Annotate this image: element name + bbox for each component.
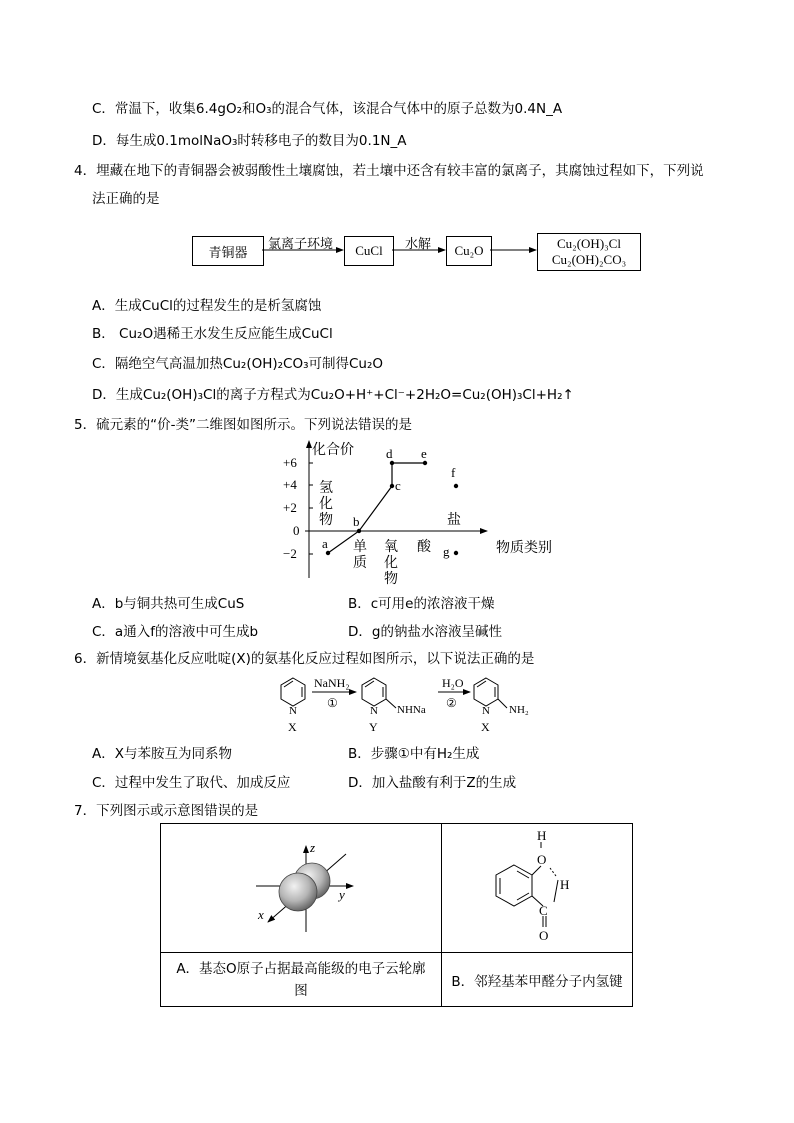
q5-option-d: D．g的钠盐水溶液呈碱性 — [348, 624, 502, 640]
cat-oxide-1: 氧 — [384, 540, 398, 555]
q4-option-b: B． Cu₂O遇稀王水发生反应能生成CuCl — [92, 326, 333, 342]
atom-h-bonded: H — [560, 877, 570, 892]
q3-option-d: D．每生成0.1molNaO₃时转移电子的数目为0.1N_A — [92, 133, 407, 149]
p-orbital-figure — [161, 824, 441, 952]
axis-x-label: x — [258, 907, 264, 922]
pyridine-z — [474, 678, 507, 708]
q4-option-c: C．隔绝空气高温加热Cu₂(OH)₂CO₃可制得Cu₂O — [92, 356, 384, 372]
cat-hydride-3: 物 — [319, 513, 333, 528]
chart-line-a-b-c — [328, 463, 392, 553]
label-e: e — [421, 446, 427, 461]
cat-oxide-3: 物 — [384, 572, 398, 587]
substituent-nhna: NHNa — [397, 704, 426, 716]
q6-stem: 6．新情境氨基化反应吡啶(X)的氨基化反应过程如图所示，以下说法正确的是 — [74, 651, 535, 667]
point-b — [357, 529, 361, 533]
cat-element-2: 质 — [353, 556, 367, 571]
y-tick-minus2: −2 — [283, 546, 297, 561]
y-tick-plus4: +4 — [283, 477, 297, 492]
label-a: a — [322, 536, 328, 551]
reagent-h2o: H₂O — [442, 676, 464, 690]
point-g — [454, 551, 458, 555]
q6-option-a: A．X与苯胺互为同系物 — [92, 746, 232, 762]
flow-box-cu2o: Cu₂O — [446, 236, 492, 266]
cat-acid: 酸 — [417, 540, 431, 555]
label-d: d — [386, 446, 393, 461]
axis-z-label: z — [310, 840, 316, 855]
salicylaldehyde-figure — [442, 824, 632, 952]
y-tick-plus6: +6 — [283, 455, 297, 470]
compound-label-x: X — [288, 720, 297, 734]
reagent-nanh2: NaNH₂ — [314, 676, 350, 690]
caption-a-line1: A．基态O原子占据最高能级的电子云轮廓 — [176, 960, 426, 977]
axis-y-label: y — [339, 887, 345, 902]
q4-option-d: D．生成Cu₂(OH)₃Cl的离子方程式为Cu₂O+H⁺+Cl⁻+2H₂O=Cu₂(OH)₃Cl+H₂↑ — [92, 387, 574, 403]
atom-h-hydroxyl: H — [537, 828, 547, 843]
point-f — [454, 484, 458, 488]
compound-label-y: Y — [369, 720, 378, 734]
label-c: c — [395, 478, 401, 493]
cat-salt: 盐 — [447, 513, 461, 528]
q6-option-c: C．过程中发生了取代、加成反应 — [92, 775, 291, 791]
cat-oxide-2: 化 — [384, 556, 398, 571]
point-c — [390, 484, 394, 488]
q4-option-a: A．生成CuCl的过程发生的是析氢腐蚀 — [92, 298, 322, 314]
flow-arrows — [0, 0, 794, 300]
substituent-nh2: NH₂ — [509, 704, 529, 716]
q3-option-c: C．常温下，收集6.4gO₂和O₃的混合气体，该混合气体中的原子总数为0.4N_A — [92, 101, 563, 117]
cat-hydride-2: 化 — [319, 497, 333, 512]
flow-box-cucl: CuCl — [344, 236, 394, 266]
point-e — [423, 461, 427, 465]
q7-caption-b: B．邻羟基苯甲醛分子内氢键 — [442, 953, 633, 1007]
q7-stem: 7．下列图示或示意图错误的是 — [74, 803, 259, 819]
caption-a-line2: 图 — [294, 982, 308, 999]
y-tick-plus2: +2 — [283, 500, 297, 515]
step-1-label: ① — [327, 696, 338, 710]
orbital-lobe-front — [279, 873, 317, 911]
q7-figure-table — [160, 823, 633, 1007]
pyridine-x-n: N — [289, 705, 297, 717]
compound-label-z: X — [481, 720, 490, 734]
q7-caption-a — [161, 953, 442, 1007]
pyridine-y-n: N — [370, 705, 378, 717]
q5-option-b: B．c可用e的浓溶液干燥 — [348, 596, 495, 612]
cat-hydride-1: 氢 — [319, 481, 333, 496]
flow-box-bronze: 青铜器 — [192, 236, 264, 266]
pyridine-y — [362, 678, 396, 708]
label-b: b — [353, 514, 360, 529]
chart-y-title: 化合价 — [312, 442, 354, 458]
q7-cell-figure-a — [161, 824, 442, 953]
q6-option-d: D．加入盐酸有利于Z的生成 — [348, 775, 517, 791]
atom-o-hydroxyl: O — [537, 852, 547, 867]
q4-stem-line1: 4．埋藏在地下的青铜器会被弱酸性土壤腐蚀，若土壤中还含有较丰富的氯离子，其腐蚀过程如下，下列说 — [74, 163, 704, 179]
q5-stem: 5．硫元素的“价-类”二维图如图所示。下列说法错误的是 — [74, 417, 412, 433]
q6-option-b: B．步骤①中有H₂生成 — [348, 746, 480, 762]
chart-x-title: 物质类别 — [496, 540, 552, 556]
pyridine-z-n: N — [482, 705, 490, 717]
atom-o-carbonyl: O — [539, 928, 549, 943]
flow-arrow2-label: 水解 — [405, 237, 432, 252]
q5-option-a: A．b与铜共热可生成CuS — [92, 596, 245, 612]
q5-option-c: C．a通入f的溶液中可生成b — [92, 624, 259, 640]
y-tick-zero: 0 — [293, 523, 300, 538]
step-2-label: ② — [446, 696, 457, 710]
pyridine-x — [281, 678, 305, 706]
point-a — [326, 551, 330, 555]
cat-element-1: 单 — [353, 540, 367, 555]
atom-c-carbonyl: C — [539, 903, 548, 918]
y-ticks — [283, 455, 313, 561]
point-d — [390, 461, 394, 465]
label-g: g — [443, 544, 450, 559]
label-f: f — [451, 465, 456, 480]
flow-box-products: Cu₂(OH)₃Cl Cu₂(OH)₂CO₃ — [537, 233, 641, 271]
q7-cell-figure-b — [442, 824, 633, 953]
flow-arrow1-label: 氯离子环境 — [268, 237, 334, 252]
q4-stem-line2: 法正确的是 — [92, 191, 160, 207]
